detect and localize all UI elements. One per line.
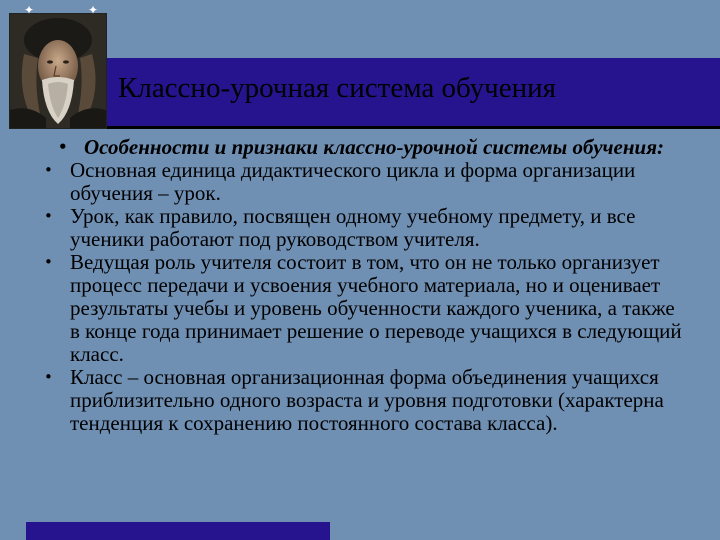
bullet-icon: • [44,207,53,225]
bullet-icon: • [58,138,68,156]
list-item-text: Особенности и признаки классно-урочной системы обучения: [83,135,665,159]
list-item [44,251,684,366]
list-item [44,366,684,435]
list-heading [44,136,684,159]
list-item [44,205,684,251]
bullet-icon: • [44,368,53,386]
list-item-text: Основная единица дидактического цикла и форма организации обучения – урок. [70,158,636,205]
title-underline [10,126,720,129]
list-item [44,159,684,205]
sparkle-icon: ✦ [88,3,99,17]
footer-bar [26,522,330,540]
list-item-text: Класс – основная организационная форма объединения учащихся приблизительно одного возраста и уровня подготовки (характерна тенденция к сохранению постоянного состава класса). [70,365,664,435]
portrait-icon [10,14,106,128]
content-list [44,136,684,435]
list-item-text: Урок, как правило, посвящен одному учебному предмету, и все ученики работают под руководством учителя. [70,204,636,251]
sparkle-icon: ✦ [24,3,35,17]
bullet-icon: • [44,161,53,179]
bullet-icon: • [44,253,53,271]
slide-title: Классно-урочная система обучения [118,72,556,104]
portrait-image [10,14,106,128]
list-item-text: Ведущая роль учителя состоит в том, что он не только организует процесс передачи и усвоения учебного материала, но и оценивает результаты учебы и уровень обученности каждого ученика, а также в конце года принимает решение о переводе учащихся в следующий класс. [70,250,682,366]
